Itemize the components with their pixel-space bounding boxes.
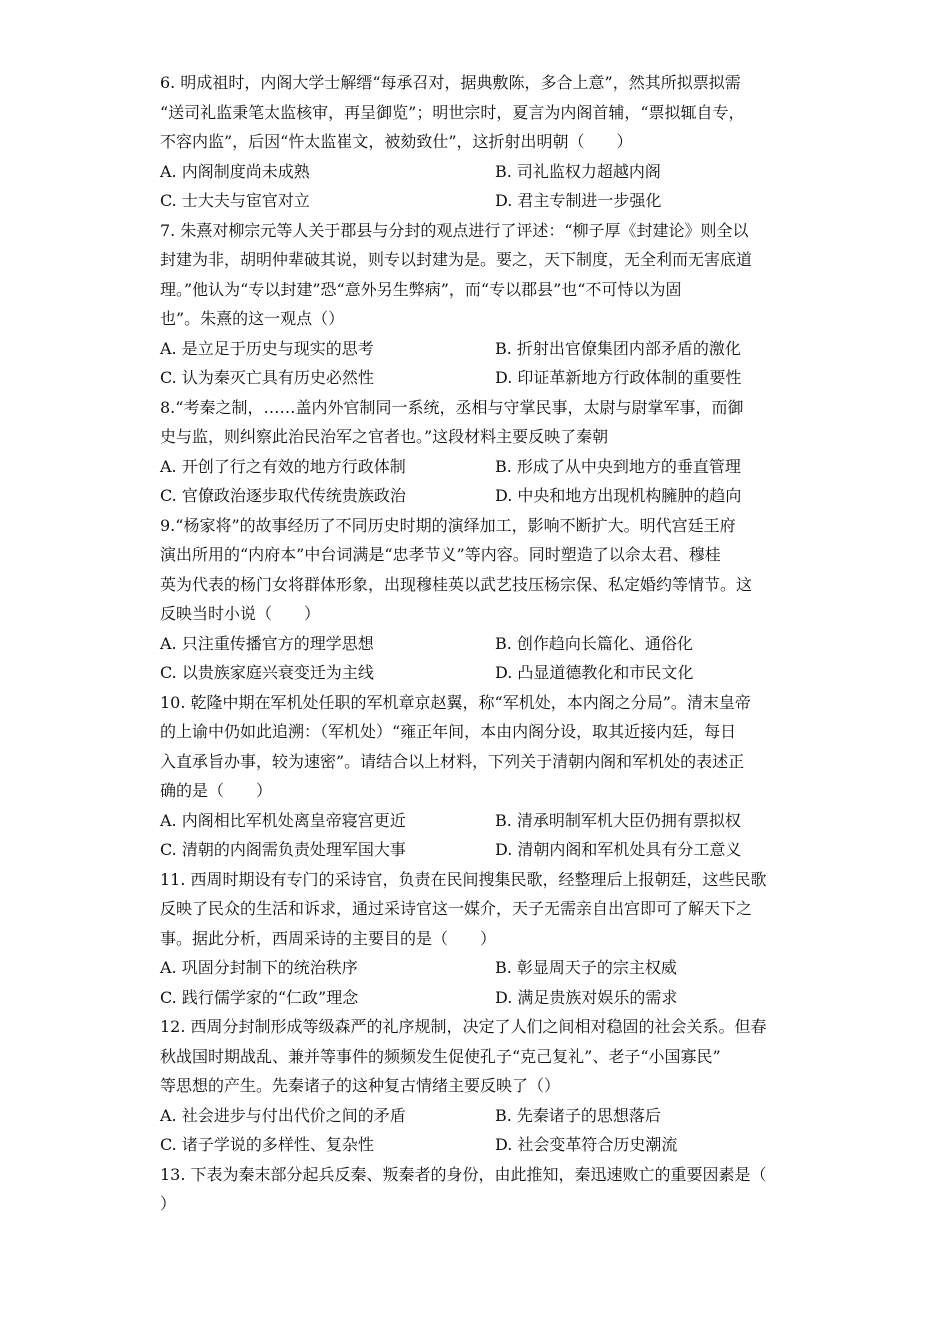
option-b: B. 司礼监权力超越内阁: [495, 161, 661, 181]
option-c: C. 士大夫与宦官对立: [160, 191, 310, 210]
option-b: B. 彰显周天子的宗主权威: [495, 958, 677, 977]
option-b: B. 先秦诸子的思想落后: [495, 1105, 661, 1125]
question-text-line: 的上谕中仍如此追溯：（军机处）“雍正年间，本由内阁分设，取其近接内廷，每日: [160, 722, 737, 741]
question-text-line: 演出所用的“内府本”中台词满是“忠孝节义”等内容。同时塑造了以佘太君、穆桂: [160, 545, 721, 564]
question-text-line: 12. 西周分封制形成等级森严的礼序规制，决定了人们之间相对稳固的社会关系。但春: [160, 1017, 767, 1036]
question-text-line: 事。据此分析，西周采诗的主要目的是（ ）: [160, 928, 497, 948]
option-row: [160, 806, 790, 836]
option-b: B. 创作趋向长篇化、通俗化: [495, 633, 693, 653]
option-d: D. 凸显道德教化和市民文化: [495, 663, 694, 682]
question-8: [160, 393, 790, 511]
question-text-line: 反映了民众的生活和诉求，通过采诗官这一媒介，天子无需亲自出宫即可了解天下之: [160, 899, 753, 918]
option-c: C. 清朝的内阁需负责处理军国大事: [160, 840, 406, 859]
option-row: [160, 983, 790, 1013]
question-text-line: 6. 明成祖时，内阁大学士解缙“每承召对，据典敷陈，多合上意”，然其所拟票拟需: [160, 73, 741, 92]
question-text-line: 不容内监”，后因“忤太监崔文，被劾致仕”，这折射出明朝（ ）: [160, 132, 633, 151]
option-d: D. 印证革新地方行政体制的重要性: [495, 368, 742, 387]
option-c: C. 诸子学说的多样性、复杂性: [160, 1135, 374, 1154]
option-c: C. 官僚政治逐步取代传统贵族政治: [160, 486, 406, 505]
question-6: [160, 68, 790, 216]
option-row: [160, 157, 790, 187]
question-text-line: 7. 朱熹对柳宗元等人关于郡县与分封的观点进行了评述：“柳子厚《封建论》则全以: [160, 220, 749, 240]
option-row: [160, 363, 790, 393]
question-text-line: 入直承旨办事，较为速密”。请结合以上材料，下列关于清朝内阁和军机处的表述正: [160, 751, 745, 771]
question-text-line: 封建为非，胡明仲辈破其说，则专以封建为是。要之，天下制度，无全利而无害底道: [160, 250, 753, 269]
option-a: A. 是立足于历史与现实的思考: [160, 338, 374, 358]
question-text-line: “送司礼监秉笔太监核审，再呈御览”；明世宗时，夏言为内阁首辅，“票拟辄自专，: [160, 102, 745, 122]
question-list: [160, 68, 790, 1219]
option-d: D. 清朝内阁和军机处具有分工意义: [495, 840, 742, 859]
option-row: [160, 334, 790, 364]
option-row: [160, 629, 790, 659]
option-d: D. 满足贵族对娱乐的需求: [495, 987, 678, 1007]
option-row: [160, 953, 790, 983]
question-text-line: 9.“杨家将”的故事经历了不同历史时期的演绎加工，影响不断扩大。明代宫廷王府: [160, 515, 736, 535]
option-row: [160, 186, 790, 216]
option-b: B. 清承明制军机大臣仍拥有票拟权: [495, 810, 741, 830]
option-b: B. 形成了从中央到地方的垂直管理: [495, 456, 741, 476]
option-a: A. 巩固分封制下的统治秩序: [160, 958, 358, 977]
option-row: [160, 1130, 790, 1160]
question-text-line: 也”。朱熹的这一观点（）: [160, 309, 345, 328]
option-row: [160, 658, 790, 688]
question-text-line: 秋战国时期战乱、兼并等事件的频频发生促使孔子“克己复礼”、老子“小国寡民”: [160, 1046, 721, 1066]
option-row: [160, 452, 790, 482]
option-a: A. 内阁制度尚未成熟: [160, 161, 310, 181]
option-row: [160, 835, 790, 865]
question-12: [160, 1012, 790, 1160]
option-a: A. 只注重传播官方的理学思想: [160, 633, 374, 653]
option-c: C. 以贵族家庭兴衰变迁为主线: [160, 663, 374, 682]
question-text-line: 反映当时小说（ ）: [160, 604, 321, 623]
option-d: D. 君主专制进一步强化: [495, 191, 662, 210]
question-text-line: 理。”他认为“专以封建”恐“意外另生弊病”，而“专以郡县”也“不可恃以为固: [160, 279, 682, 299]
question-text-line: 11. 西周时期设有专门的采诗官，负责在民间搜集民歌，经整理后上报朝廷，这些民歌: [160, 869, 767, 889]
option-b: B. 折射出官僚集团内部矛盾的激化: [495, 338, 741, 358]
question-7: [160, 216, 790, 393]
question-text-line: 等思想的产生。先秦诸子的这种复古情绪主要反映了（）: [160, 1076, 561, 1095]
option-a: A. 社会进步与付出代价之间的矛盾: [160, 1105, 406, 1125]
question-text-line: 8.“考秦之制，……盖内外官制同一系统，丞相与守掌民事，太尉与尉掌军事，而御: [160, 397, 744, 417]
question-text-line: ）: [160, 1194, 177, 1213]
question-text-line: 史与监，则纠察此治民治军之官者也。”这段材料主要反映了秦朝: [160, 427, 609, 446]
option-row: [160, 1101, 790, 1131]
option-c: C. 践行儒学家的“仁政”理念: [160, 987, 359, 1007]
question-10: [160, 688, 790, 865]
question-9: [160, 511, 790, 688]
option-a: A. 内阁相比军机处离皇帝寝宫更近: [160, 810, 406, 830]
option-d: D. 中央和地方出现机构臃肿的趋向: [495, 486, 742, 505]
question-11: [160, 865, 790, 1013]
question-text-line: 英为代表的杨门女将群体形象，出现穆桂英以武艺技压杨宗保、私定婚约等情节。这: [160, 574, 753, 594]
question-text-line: 10. 乾隆中期在军机处任职的军机章京赵翼，称“军机处，本内阁之分局”。清末皇帝: [160, 692, 751, 712]
question-text-line: 确的是（ ）: [160, 781, 273, 800]
option-a: A. 开创了行之有效的地方行政体制: [160, 456, 406, 476]
option-row: [160, 481, 790, 511]
option-c: C. 认为秦灭亡具有历史必然性: [160, 368, 374, 387]
option-d: D. 社会变革符合历史潮流: [495, 1135, 678, 1154]
question-text-line: 13. 下表为秦末部分起兵反秦、叛秦者的身份，由此推知，秦迅速败亡的重要因素是（: [160, 1164, 767, 1184]
question-13: [160, 1160, 790, 1219]
